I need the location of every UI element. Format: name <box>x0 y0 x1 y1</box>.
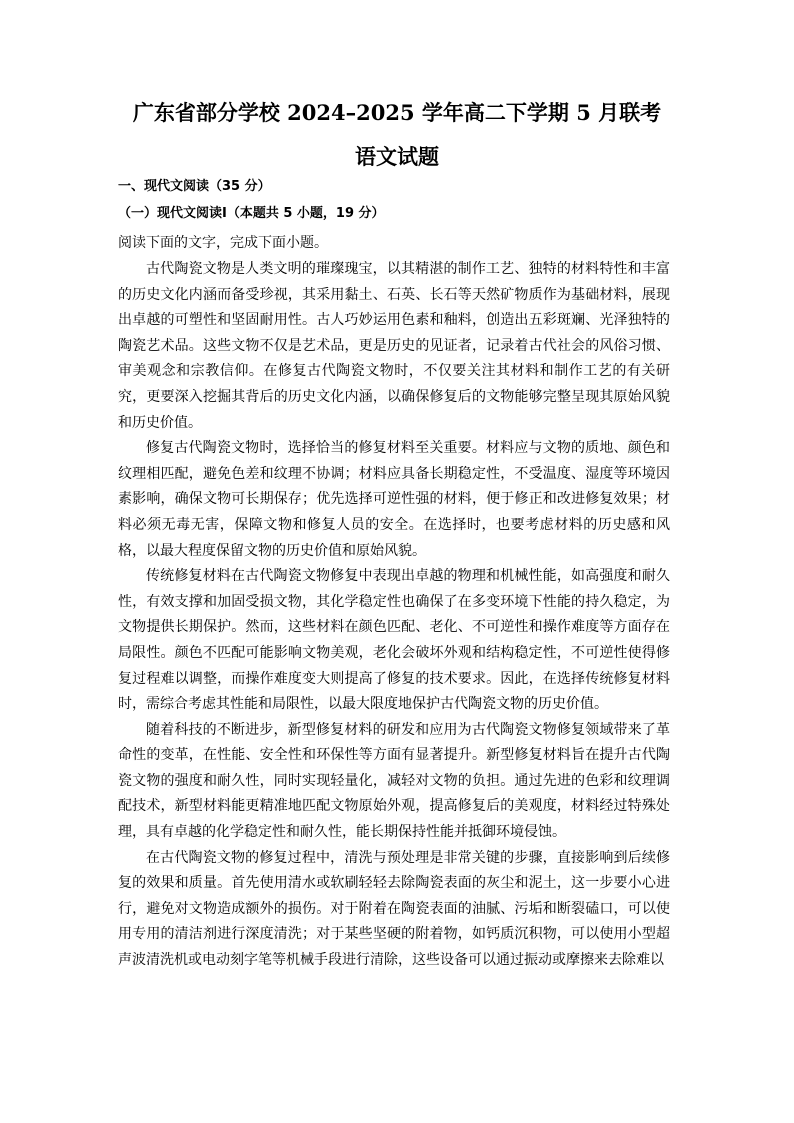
document-subtitle: 语文试题 <box>355 144 439 169</box>
passage-paragraph: 在古代陶瓷文物的修复过程中，清洗与预处理是非常关键的步骤，直接影响到后续修复的效果和质量。首先使用清水或软刷轻轻去除陶瓷表面的灰尘和泥土，这一步要小心进行，避免对文物造成额外的损伤。对于附着在陶瓷表面的油腻、污垢和断裂磕口，可以使用专用的清洁剂进行深度清洗；对于某些坚硬的附着物，如钙质沉积物，可以使用小型超声波清洗机或电动刻字笔等机械手段进行清除，这些设备可以通过振动或摩擦来去除难以 <box>118 849 670 969</box>
passage-paragraph: 随着科技的不断进步，新型修复材料的研发和应用为古代陶瓷文物修复领域带来了革命性的变革，在性能、安全性和环保性等方面有显著提升。新型修复材料旨在提升古代陶瓷文物的强度和耐久性，同时实现轻量化，减轻对文物的负担。通过先进的色彩和纹理调配技术，新型材料能更精准地匹配文物原始外观，提高修复后的美观度，材料经过特殊处理，具有卓越的化学稳定性和耐久性，能长期保持性能并抵御环境侵蚀。 <box>118 721 670 841</box>
passage-paragraph: 修复古代陶瓷文物时，选择恰当的修复材料至关重要。材料应与文物的质地、颜色和纹理相匹配，避免色差和纹理不协调；材料应具备长期稳定性，不受温度、湿度等环境因素影响，确保文物可长期保存；优先选择可逆性强的材料，便于修正和改进修复效果；材料必须无毒无害，保障文物和修复人员的安全。在选择时，也要考虑材料的历史感和风格，以最大程度保留文物的历史价值和原始风貌。 <box>118 440 670 559</box>
document-title: 广东省部分学校 2024–2025 学年高二下学期 5 月联考 <box>132 100 662 125</box>
subsection-heading: （一）现代文阅读Ⅰ（本题共 5 小题，19 分） <box>118 206 385 221</box>
passage-paragraph: 古代陶瓷文物是人类文明的璀璨瑰宝，以其精湛的制作工艺、独特的材料特性和丰富的历史文化内涵而备受珍视，其采用黏土、石英、长石等天然矿物质作为基础材料，展现出卓越的可塑性和坚固耐用性。古人巧妙运用色素和釉料，创造出五彩斑斓、光泽独特的陶瓷艺术品。这些文物不仅是艺术品，更是历史的见证者，记录着古代社会的风俗习惯、审美观念和宗教信仰。在修复古代陶瓷文物时，不仅要关注其材料和制作工艺的有关研究，更要深入挖掘其背后的历史文化内涵，以确保修复后的文物能够完整呈现其原始风貌和历史价值。 <box>118 261 670 431</box>
reading-instruction: 阅读下面的文字，完成下面小题。 <box>118 235 328 251</box>
section-heading: 一、现代文阅读（35 分） <box>118 179 271 194</box>
passage-paragraph: 传统修复材料在古代陶瓷文物修复中表现出卓越的物理和机械性能，如高强度和耐久性，有效支撑和加固受损文物，其化学稳定性也确保了在多变环境下性能的持久稳定，为文物提供长期保护。然而，这些材料在颜色匹配、老化、不可逆性和操作难度等方面存在局限性。颜色不匹配可能影响文物美观，老化会破坏外观和结构稳定性，不可逆性使得修复过程难以调整，而操作难度变大则提高了修复的技术要求。因此，在选择传统修复材料时，需综合考虑其性能和局限性，以最大限度地保护古代陶瓷文物的历史价值。 <box>118 568 670 713</box>
passage-body <box>118 257 670 974</box>
